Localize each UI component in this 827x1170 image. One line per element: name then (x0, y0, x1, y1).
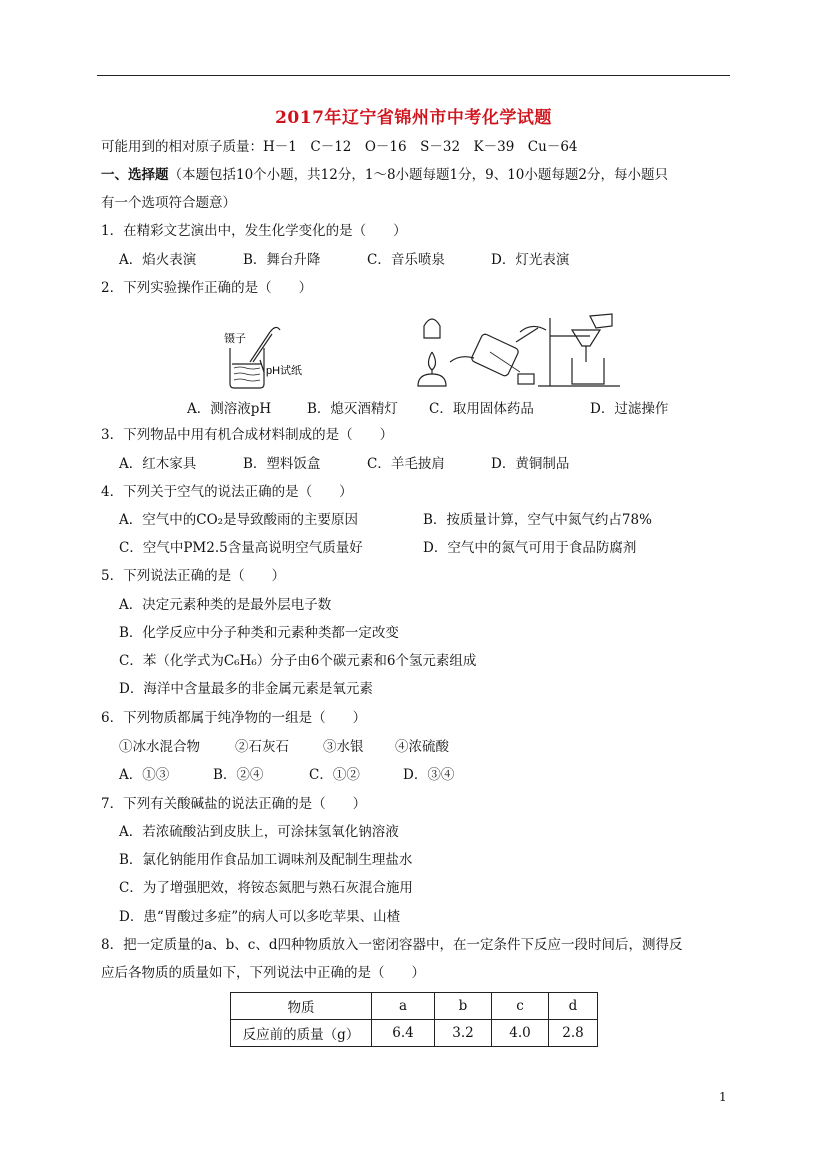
q3-option-b: B．塑料饭盒 (243, 456, 321, 472)
q6-item-4: ④浓硫酸 (395, 739, 449, 755)
q3-option-c: C．羊毛披肩 (367, 456, 445, 472)
page-title: 2017年辽宁省锦州市中考化学试题 (275, 108, 552, 128)
q1-option-c: C．音乐喷泉 (367, 252, 445, 268)
q6-stem: 6．下列物质都属于纯净物的一组是（ ） (101, 710, 367, 726)
q6-option-d: D．③④ (403, 767, 455, 783)
page-number: 1 (719, 1090, 727, 1104)
mass-table (230, 992, 598, 1047)
q4-option-b: B．按质量计算，空气中氮气约占78% (423, 512, 652, 528)
q3-option-a: A．红木家具 (119, 456, 197, 472)
q6-item-1: ①冰水混合物 (119, 739, 200, 755)
alcohol-lamp-illustration (418, 319, 446, 386)
table-cell: 3.2 (435, 1020, 492, 1047)
q1-option-a: A．焰火表演 (119, 252, 197, 268)
filtration-illustration (538, 314, 620, 386)
table-header-cell: b (435, 993, 492, 1020)
table-row (231, 993, 598, 1020)
q7-option-c: C．为了增强肥效，将铵态氮肥与熟石灰混合施用 (119, 880, 413, 896)
atomic-masses: 可能用到的相对原子质量：H－1 C－12 O－16 S－32 K－39 Cu－64 (101, 139, 578, 155)
q7-option-d: D．患“胃酸过多症”的病人可以多吃苹果、山楂 (119, 909, 401, 925)
q5-stem: 5．下列说法正确的是（ ） (101, 568, 286, 584)
ph-paper-label: pH试纸 (266, 365, 303, 377)
table-header-cell: c (492, 993, 549, 1020)
q6-item-3: ③水银 (323, 739, 364, 755)
table-cell: 4.0 (492, 1020, 549, 1047)
table-row (231, 1020, 598, 1047)
q7-option-a: A．若浓硫酸沾到皮肤上，可涂抹氢氧化钠溶液 (119, 824, 399, 840)
q8-stem-2: 应后各物质的质量如下，下列说法中正确的是（ ） (101, 965, 425, 981)
q8-stem-1: 8．把一定质量的a、b、c、d四种物质放入一密闭容器中，在一定条件下反应一段时间后，测得反 (101, 937, 683, 953)
q6-option-c: C．①② (309, 767, 360, 783)
section1-desc-2: 有一个选项符合题意） (101, 195, 236, 211)
section1-intro (101, 166, 668, 184)
q2-option-b: B．熄灭酒精灯 (307, 401, 398, 417)
q6-item-2: ②石灰石 (235, 739, 289, 755)
q5-option-a: A．决定元素种类的是最外层电子数 (119, 597, 332, 613)
q2-experiment-figure (220, 312, 620, 392)
q2-stem: 2．下列实验操作正确的是（ ） (101, 280, 313, 296)
q6-option-a: A．①③ (119, 767, 170, 783)
table-cell: 反应前的质量（g） (231, 1020, 372, 1047)
q7-stem: 7．下列有关酸碱盐的说法正确的是（ ） (101, 796, 367, 812)
q2-option-d: D．过滤操作 (590, 401, 669, 417)
section1-heading: 一、选择题 (101, 167, 169, 183)
q7-option-b: B．氯化钠能用作食品加工调味剂及配制生理盐水 (119, 852, 413, 868)
section1-desc-1: （本题包括10个小题，共12分，1～8小题每题1分，9、10小题每题2分，每小题只 (168, 167, 668, 183)
q2-option-c: C．取用固体药品 (429, 401, 534, 417)
q6-option-b: B．②④ (213, 767, 264, 783)
q1-option-b: B．舞台升降 (243, 252, 321, 268)
table-cell: 2.8 (549, 1020, 598, 1047)
q5-option-b: B．化学反应中分子种类和元素种类都一定改变 (119, 625, 399, 641)
tweezers-label: 镊子 (224, 333, 246, 345)
q1-stem: 1．在精彩文艺演出中，发生化学变化的是（ ） (101, 223, 407, 239)
q3-stem: 3．下列物品中用有机合成材料制成的是（ ） (101, 427, 394, 443)
q5-option-c: C．苯（化学式为C₆H₆）分子由6个碳元素和6个氢元素组成 (119, 653, 477, 669)
q3-option-d: D．黄铜制品 (491, 456, 570, 472)
table-header-cell: 物质 (231, 993, 372, 1020)
table-header-cell: d (549, 993, 598, 1020)
q1-option-d: D．灯光表演 (491, 252, 570, 268)
q5-option-d: D．海洋中含量最多的非金属元素是氧元素 (119, 681, 373, 697)
table-header-cell: a (372, 993, 435, 1020)
q2-option-a: A．测溶液pH (187, 401, 272, 417)
q4-option-a: A．空气中的CO₂是导致酸雨的主要原因 (119, 512, 359, 528)
table-cell: 6.4 (372, 1020, 435, 1047)
q4-stem: 4．下列关于空气的说法正确的是（ ） (101, 484, 353, 500)
header-rule (97, 75, 730, 76)
solid-reagent-illustration (450, 326, 546, 384)
q4-option-d: D．空气中的氮气可用于食品防腐剂 (423, 540, 637, 556)
q4-option-c: C．空气中PM2.5含量高说明空气质量好 (119, 540, 363, 556)
